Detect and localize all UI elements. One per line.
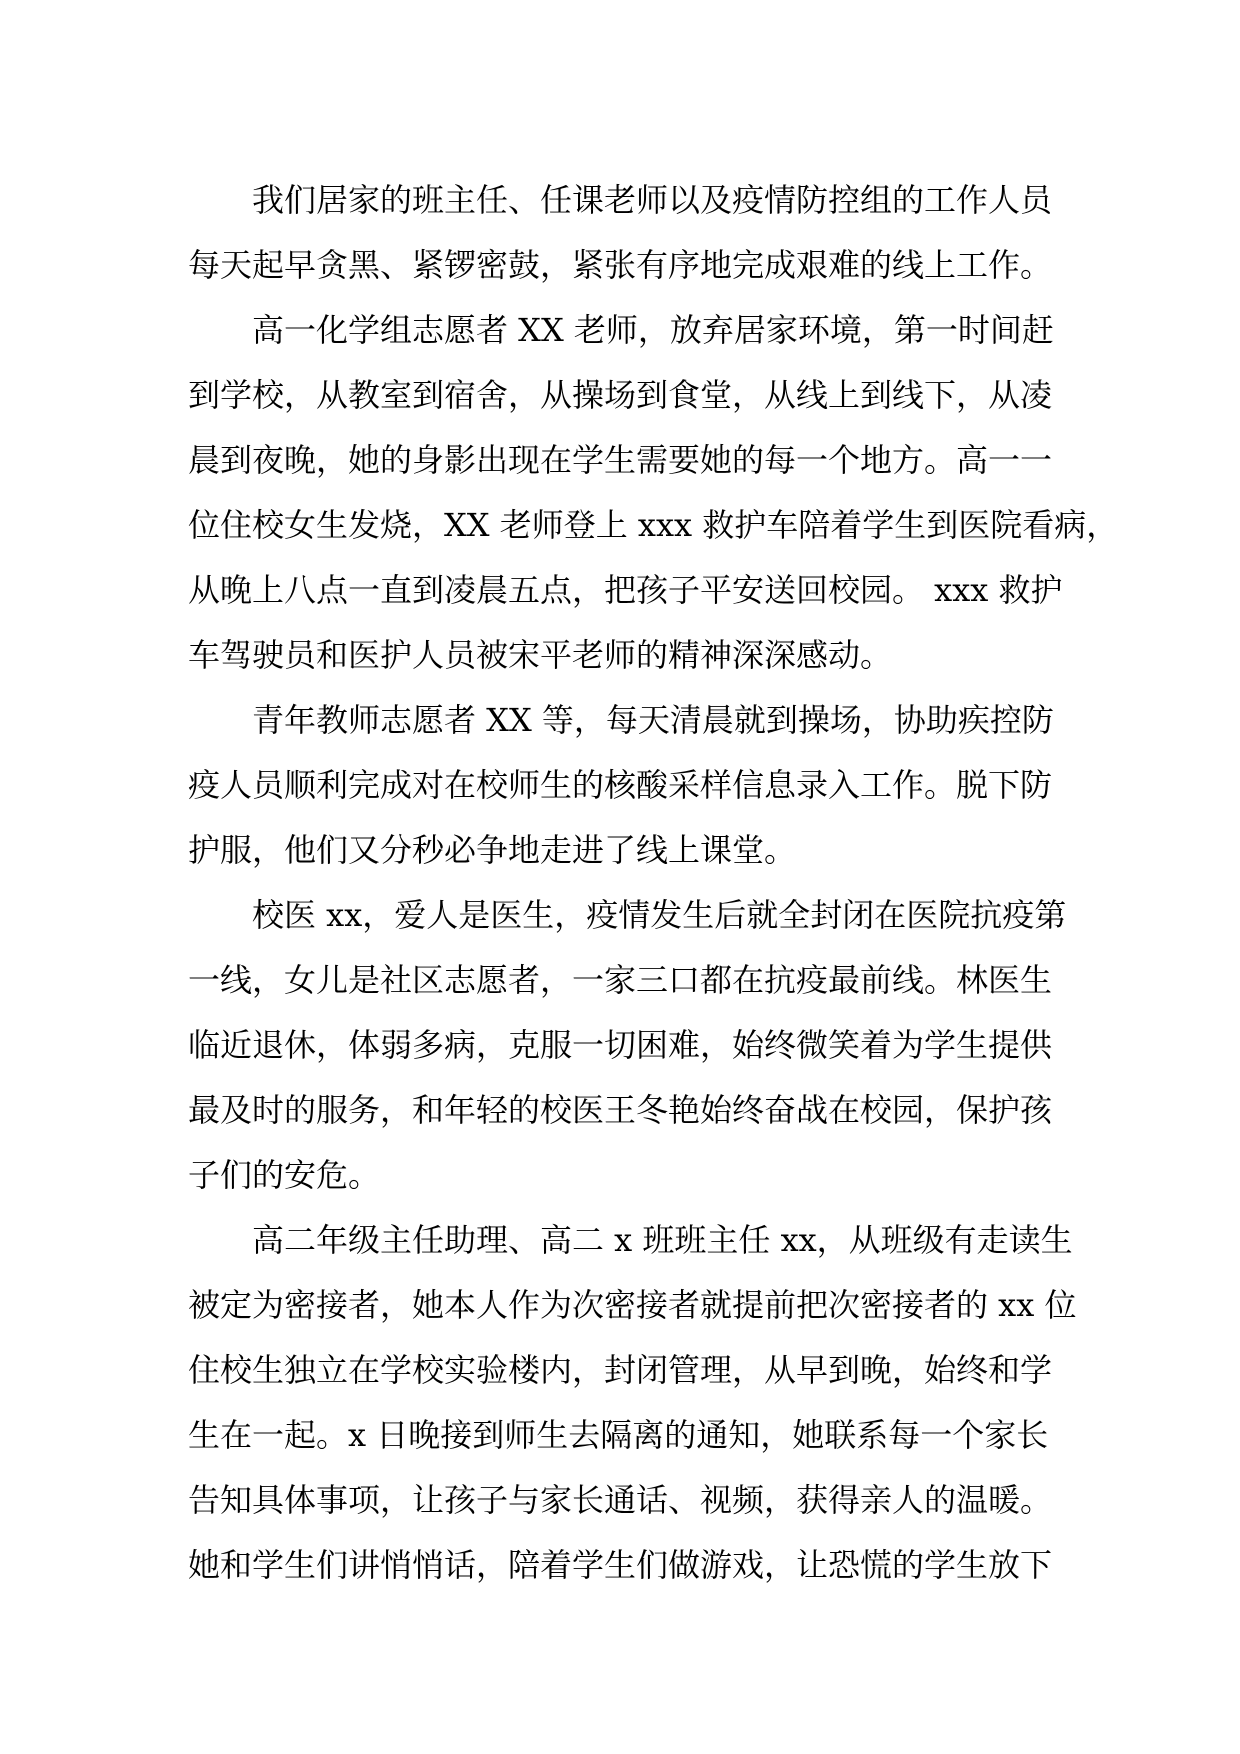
text-line: 她和学生们讲悄悄话，陪着学生们做游戏，让恐慌的学生放下 [188,1546,1053,1584]
text-line: 青年教师志愿者 XX 等，每天清晨就到操场，协助疾控防 [252,701,1054,739]
text-line: 每天起早贪黑、紧锣密鼓，紧张有序地完成艰难的线上工作。 [188,246,1053,284]
text-line: 临近退休，体弱多病，克服一切困难，始终微笑着为学生提供 [188,1026,1053,1064]
text-line: 生在一起。x 日晚接到师生去隔离的通知，她联系每一个家长 [188,1416,1049,1454]
text-line: 校医 xx，爱人是医生，疫情发生后就全封闭在医院抗疫第 [252,896,1067,934]
text-line: 高一化学组志愿者 XX 老师，放弃居家环境，第一时间赶 [252,311,1054,349]
text-line: 我们居家的班主任、任课老师以及疫情防控组的工作人员 [252,181,1053,219]
text-line: 疫人员顺利完成对在校师生的核酸采样信息录入工作。脱下防 [188,766,1053,804]
text-line: 子们的安危。 [188,1156,381,1194]
text-line: 一线，女儿是社区志愿者，一家三口都在抗疫最前线。林医生 [188,961,1053,999]
document-body [188,168,1119,1598]
text-line: 从晚上八点一直到凌晨五点，把孩子平安送回校园。 xxx 救护 [188,571,1063,609]
text-line: 到学校，从教室到宿舍，从操场到食堂，从线上到线下，从凌 [188,376,1053,414]
text-line: 最及时的服务，和年轻的校医王冬艳始终奋战在校园，保护孩 [188,1091,1053,1129]
text-line: 晨到夜晚，她的身影出现在学生需要她的每一个地方。高一一 [188,441,1053,479]
text-line: 住校生独立在学校实验楼内，封闭管理，从早到晚，始终和学 [188,1351,1053,1389]
text-line: 位住校女生发烧，XX 老师登上 xxx 救护车陪着学生到医院看病， [188,506,1119,544]
text-line: 告知具体事项，让孩子与家长通话、视频，获得亲人的温暖。 [188,1481,1053,1519]
text-line: 护服，他们又分秒必争地走进了线上课堂。 [188,831,797,869]
text-line: 车驾驶员和医护人员被宋平老师的精神深深感动。 [188,636,893,674]
text-line: 高二年级主任助理、高二 x 班班主任 xx，从班级有走读生 [252,1221,1073,1259]
text-line: 被定为密接者，她本人作为次密接者就提前把次密接者的 xx 位 [188,1286,1077,1324]
